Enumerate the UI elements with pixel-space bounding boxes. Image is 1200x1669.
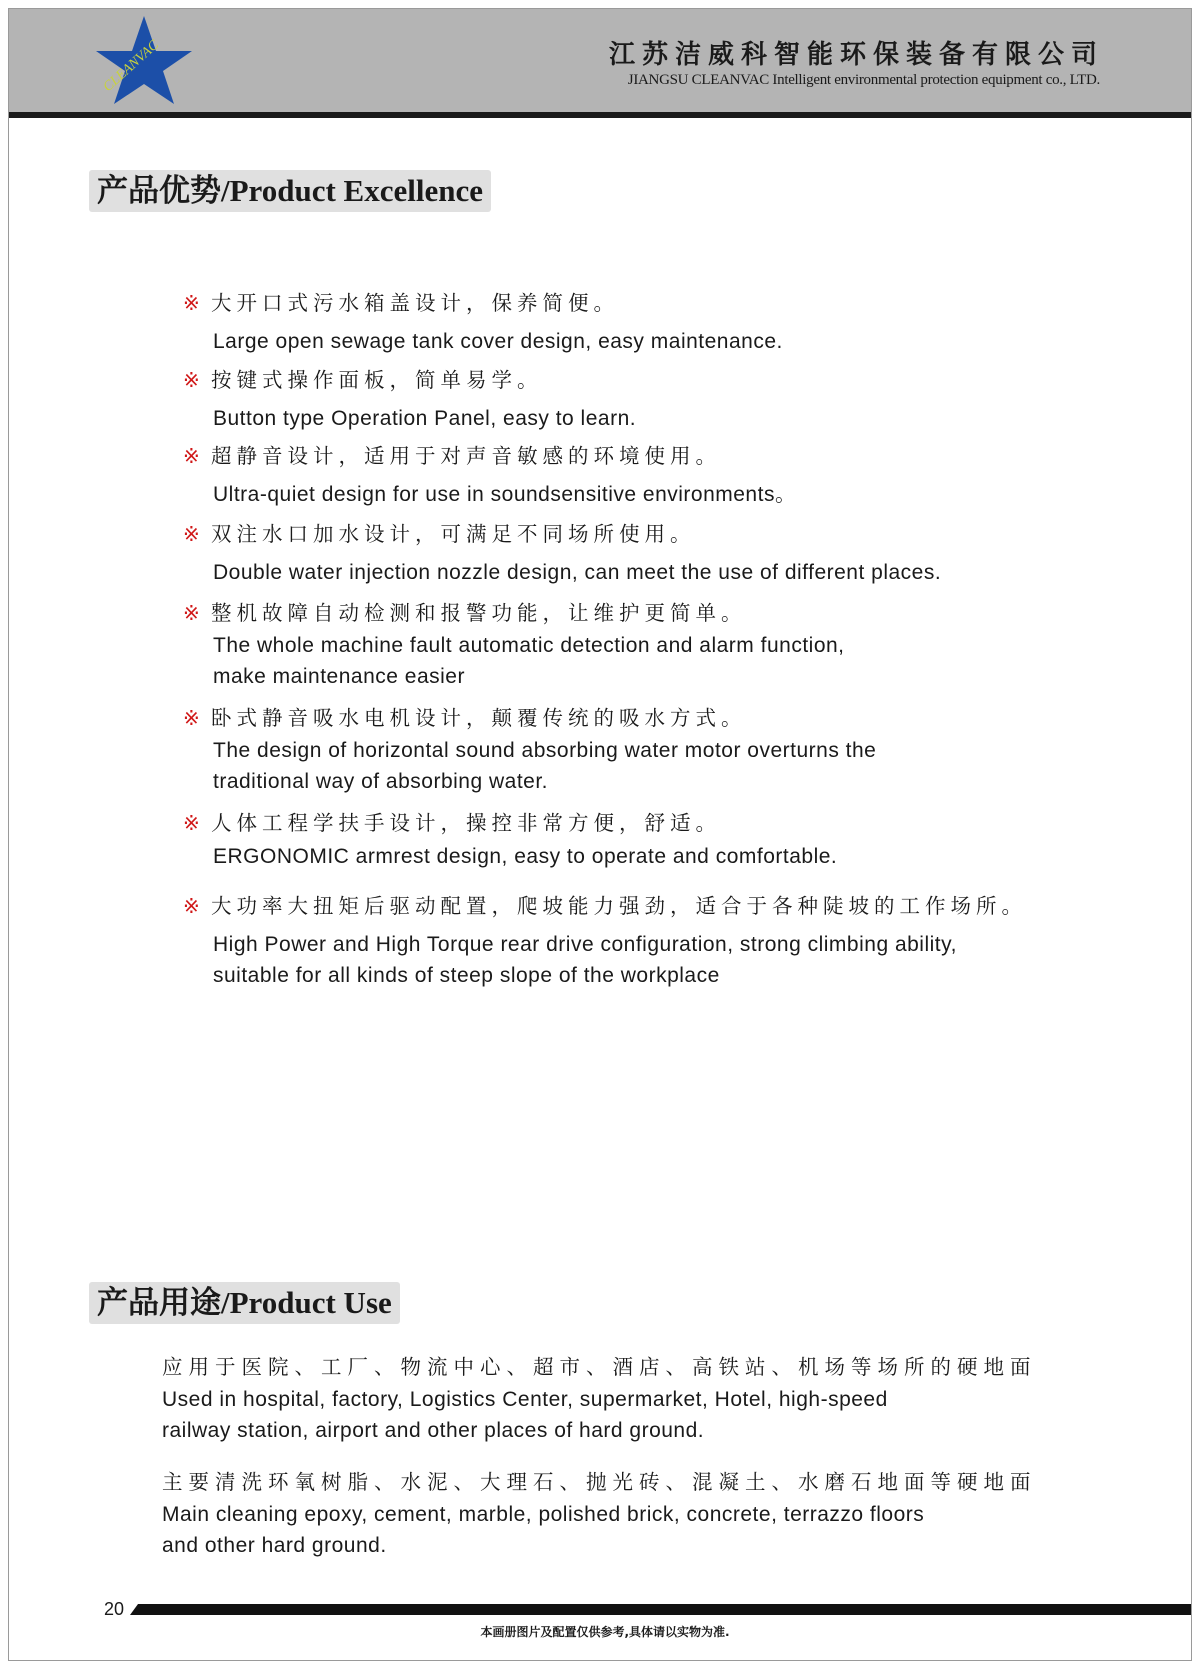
feature-cn: 卧式静音吸水电机设计，颠覆传统的吸水方式。: [211, 706, 747, 730]
bullet-mark: ※: [183, 522, 200, 546]
bullet-mark: ※: [183, 601, 200, 625]
bullet-mark: ※: [183, 368, 200, 392]
feature-en: High Power and High Torque rear drive configuration, strong climbing ability, suitable for all kinds of steep slope of the workplace: [213, 933, 957, 987]
bullet-mark: ※: [183, 444, 200, 468]
use-section-title: 产品用途/Product Use: [89, 1282, 400, 1324]
use-cn: 主要清洗环氧树脂、水泥、大理石、抛光砖、混凝土、水磨石地面等硬地面: [162, 1470, 1037, 1494]
company-name-cn: 江苏洁威科智能环保装备有限公司: [608, 40, 1104, 70]
company-name-en: JIANGSU CLEANVAC Intelligent environmental protection equipment co., LTD.: [627, 72, 1100, 88]
feature-cn: 双注水口加水设计，可满足不同场所使用。: [211, 522, 696, 546]
feature-en: The design of horizontal sound absorbing water motor overturns the traditional way of absorbing water.: [213, 739, 877, 793]
bullet-mark: ※: [183, 894, 200, 918]
bullet-mark: ※: [183, 291, 200, 315]
use-en: Used in hospital, factory, Logistics Center, supermarket, Hotel, high-speed railway station, airport and other places of hard ground.: [162, 1388, 888, 1442]
use-en: Main cleaning epoxy, cement, marble, polished brick, concrete, terrazzo floors and other hard ground.: [162, 1503, 925, 1557]
feature-en: ERGONOMIC armrest design, easy to operate and comfortable.: [213, 845, 838, 868]
feature-cn: 大功率大扭矩后驱动配置，爬坡能力强劲，适合于各种陡坡的工作场所。: [211, 894, 1027, 918]
feature-cn: 人体工程学扶手设计，操控非常方便，舒适。: [211, 811, 721, 835]
feature-en: The whole machine fault automatic detection and alarm function, make maintenance easier: [213, 634, 845, 688]
footer-bar: [130, 1604, 1191, 1615]
logo-text: CLEANVAC: [100, 37, 162, 95]
feature-en: Ultra-quiet design for use in soundsensitive environments。: [213, 483, 797, 506]
use-cn: 应用于医院、工厂、物流中心、超市、酒店、高铁站、机场等场所的硬地面: [162, 1355, 1037, 1379]
cleanvac-logo: [94, 14, 194, 106]
footer-disclaimer: 本画册图片及配置仅供参考,具体请以实物为准.: [480, 1625, 730, 1639]
feature-en: Button type Operation Panel, easy to learn.: [213, 407, 637, 430]
header-divider: [9, 112, 1191, 118]
feature-cn: 整机故障自动检测和报警功能，让维护更简单。: [211, 601, 747, 625]
bullet-mark: ※: [183, 706, 200, 730]
feature-cn: 按键式操作面板，简单易学。: [211, 368, 543, 392]
bullet-mark: ※: [183, 811, 200, 835]
excellence-section-title: 产品优势/Product Excellence: [89, 170, 491, 212]
feature-cn: 大开口式污水箱盖设计，保养简便。: [211, 291, 619, 315]
feature-cn: 超静音设计，适用于对声音敏感的环境使用。: [211, 444, 721, 468]
feature-en: Double water injection nozzle design, can meet the use of different places.: [213, 561, 942, 584]
feature-en: Large open sewage tank cover design, easy maintenance.: [213, 330, 783, 353]
page-number: 20: [104, 1599, 125, 1619]
